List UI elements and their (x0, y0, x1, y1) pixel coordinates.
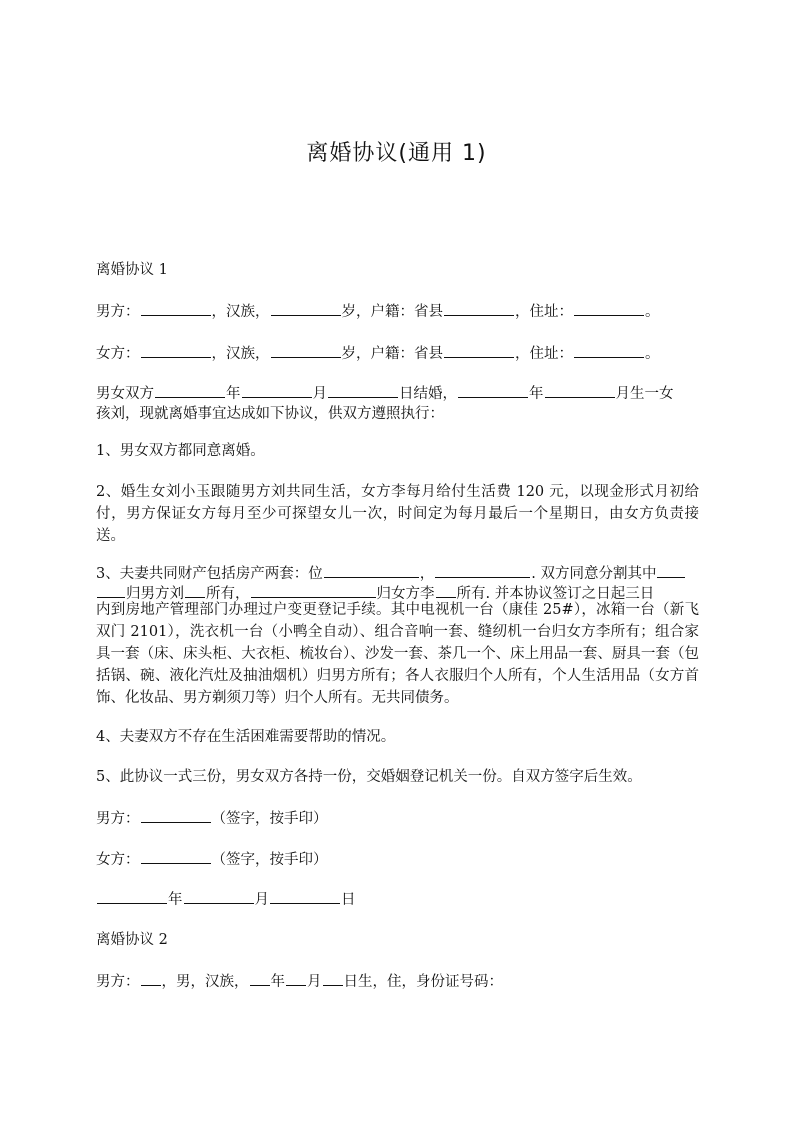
blank-field[interactable] (574, 301, 644, 316)
woman-signature-line: 女方： （签字，按手印） (96, 849, 699, 871)
blank-field[interactable] (444, 301, 514, 316)
blank-field[interactable] (141, 343, 211, 358)
blank-field[interactable] (242, 383, 312, 398)
blank-field[interactable] (97, 583, 125, 598)
man-info-line: 男方： ，汉族， 岁，户籍：省县 ，住址： 。 (96, 301, 699, 323)
blank-field[interactable] (270, 889, 340, 904)
blank-field[interactable] (97, 889, 167, 904)
clause-3-line-1: 3、夫妻共同财产包括房产两套：位 ， . 双方同意分割其中 (96, 563, 699, 585)
woman-info-line: 女方： ，汉族， 岁，户籍：省县 ，住址： 。 (96, 343, 699, 365)
clause-1: 1、男女双方都同意离婚。 (96, 443, 265, 459)
signature-blank[interactable] (141, 808, 211, 823)
clause-4: 4、夫妻双方不存在生活困难需要帮助的情况。 (96, 729, 396, 745)
blank-field[interactable] (155, 383, 225, 398)
blank-field[interactable] (184, 889, 254, 904)
blank-field[interactable] (251, 583, 376, 598)
date-line: 年 月 日 (96, 889, 699, 911)
blank-field[interactable] (271, 301, 341, 316)
blank-field[interactable] (323, 971, 343, 986)
blank-field[interactable] (271, 343, 341, 358)
blank-field[interactable] (436, 583, 456, 598)
document-title: 离婚协议(通用 1) (306, 141, 487, 166)
blank-field[interactable] (444, 343, 514, 358)
section2-heading: 离婚协议 2 (96, 932, 168, 948)
blank-field[interactable] (435, 563, 530, 578)
blank-field[interactable] (545, 383, 615, 398)
blank-field[interactable] (141, 971, 161, 986)
clause-5: 5、此协议一式三份，男女双方各持一份，交婚姻登记机关一份。自双方签字后生效。 (96, 769, 642, 785)
blank-field[interactable] (185, 583, 205, 598)
section2-man-line: 男方： ，男，汉族， 年 月 日生，住，身份证号码： (96, 971, 699, 993)
blank-field[interactable] (286, 971, 306, 986)
blank-field[interactable] (324, 563, 419, 578)
marriage-line-2: 孩刘，现就离婚事宜达成如下协议，供双方遵照执行： (96, 406, 444, 422)
section1-heading: 离婚协议 1 (96, 262, 168, 278)
clause-2: 2、婚生女刘小玉跟随男方刘共同生活，女方李每月给付生活费 120 元，以现金形式月初给付，男方保证女方每月至少可探望女儿一次，时间定为每月最后一个星期日，由女方负责接送。 (96, 484, 699, 544)
blank-field[interactable] (657, 563, 685, 578)
blank-field[interactable] (328, 383, 398, 398)
signature-blank[interactable] (141, 849, 211, 864)
blank-field[interactable] (458, 383, 528, 398)
blank-field[interactable] (250, 971, 270, 986)
man-signature-line: 男方： （签字，按手印） (96, 808, 699, 830)
blank-field[interactable] (574, 343, 644, 358)
blank-field[interactable] (141, 301, 211, 316)
marriage-line: 男女双方 年 月 日结婚， 年 月生一女 (96, 383, 699, 405)
clause-3-line-2: 归男方刘 所有， 归女方李 所有. 并本协议签订之日起三日 (96, 583, 699, 605)
clause-3-rest: 内到房地产管理部门办理过户变更登记手续。其中电视机一台（康佳 25#），冰箱一台（新飞双门 2101），洗衣机一台（小鸭全自动）、组合音响一套、缝纫机一台归女方李所有；组合家具一套（床、床头柜、大衣柜、梳妆台）、沙发一套、茶几一个、床上用品一套、厨具一套（包括锅、碗、液化汽灶及抽油烟机）归男方所有；各人衣服归个人所有，个人生活用品（女方首饰、化妆品、男方剃须刀等）归个人所有。无共同债务。 (96, 602, 699, 706)
